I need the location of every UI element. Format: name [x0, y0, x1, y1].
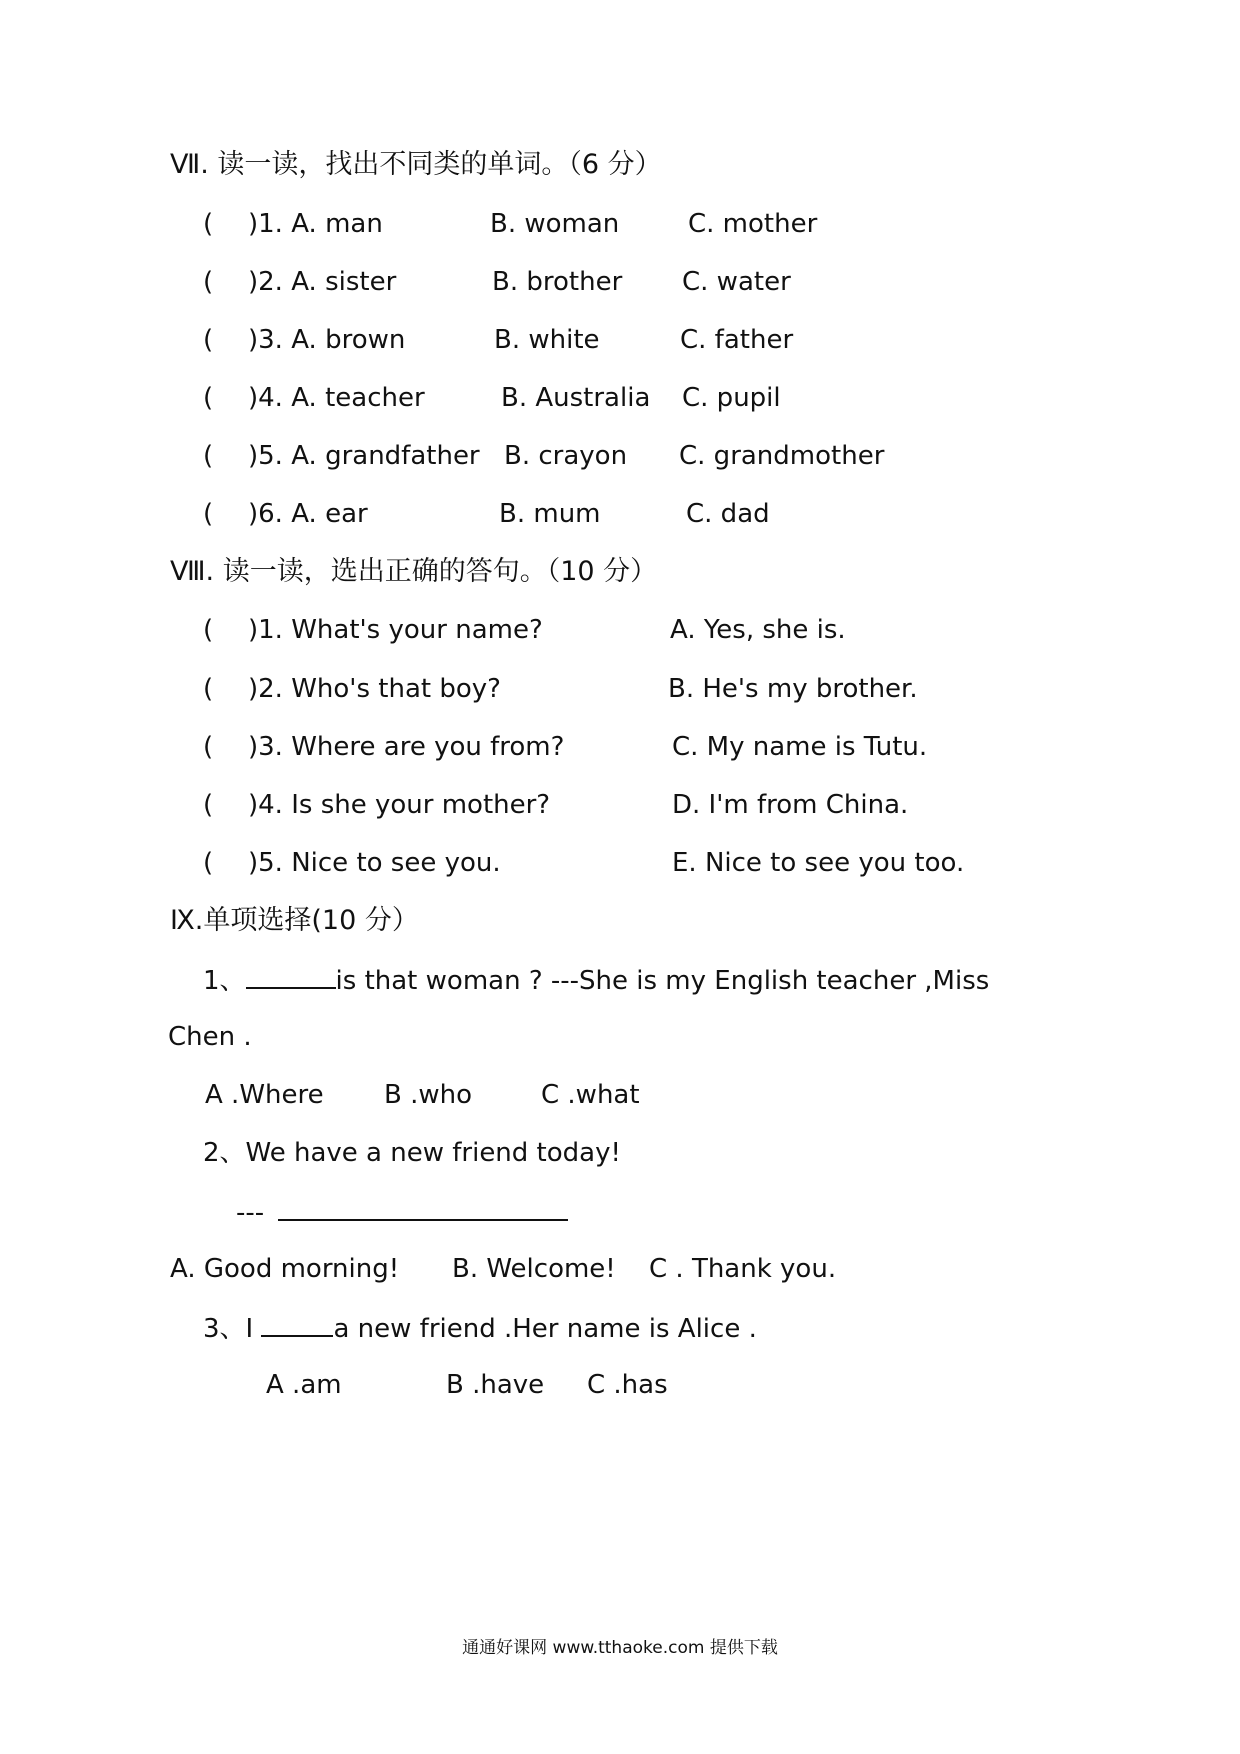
question-1-continued: Chen . — [168, 1022, 252, 1052]
question-option-a: )3. A. brown — [248, 325, 406, 355]
section-9-heading: Ⅸ.单项选择(10 分） — [170, 905, 419, 936]
option-c: C. dad — [686, 499, 770, 529]
answer-paren[interactable]: ( — [203, 615, 214, 645]
section-7-heading: Ⅶ. 读一读，找出不同类的单词。（6 分） — [170, 149, 662, 180]
answer-paren[interactable]: ( — [203, 848, 214, 878]
question-text: )1. What's your name? — [248, 615, 543, 645]
option-a: A .am — [266, 1370, 342, 1400]
answer-paren[interactable]: ( — [203, 499, 214, 529]
answer-option: E. Nice to see you too. — [672, 848, 965, 878]
question-text: )3. Where are you from? — [248, 732, 565, 762]
answer-paren[interactable]: ( — [203, 732, 214, 762]
option-b: B .have — [446, 1370, 545, 1400]
footer-credit: 通通好课网 www.tthaoke.com 提供下载 — [462, 1638, 778, 1658]
option-c: C .what — [541, 1080, 640, 1110]
option-c: C. father — [680, 325, 794, 355]
option-c: C . Thank you. — [649, 1254, 837, 1284]
question-text: is that woman ? ---She is my English teacher ,Miss — [335, 966, 990, 996]
question-text: )4. Is she your mother? — [248, 790, 551, 820]
question-option-a: )5. A. grandfather — [248, 441, 480, 471]
option-c: C. pupil — [682, 383, 781, 413]
question-option-a: )4. A. teacher — [248, 383, 425, 413]
dash-prefix: --- — [236, 1198, 265, 1228]
option-b: B. woman — [490, 209, 620, 239]
answer-option: B. He's my brother. — [668, 674, 918, 704]
question-option-a: )1. A. man — [248, 209, 383, 239]
question-2-answer-line — [236, 1193, 568, 1231]
question-number: 3、I — [203, 1314, 254, 1344]
answer-paren[interactable]: ( — [203, 209, 214, 239]
question-number: 1、 — [203, 966, 246, 996]
answer-paren[interactable]: ( — [203, 325, 214, 355]
question-option-a: )2. A. sister — [248, 267, 397, 297]
section-8-heading: Ⅷ. 读一读，选出正确的答句。（10 分） — [170, 556, 658, 587]
answer-paren[interactable]: ( — [203, 674, 214, 704]
option-b: B. white — [494, 325, 600, 355]
question-3 — [203, 1309, 757, 1347]
option-b: B. mum — [499, 499, 601, 529]
option-b: B. crayon — [504, 441, 628, 471]
question-2: 2、We have a new friend today! — [203, 1138, 621, 1168]
answer-blank[interactable] — [261, 1309, 333, 1337]
option-a: A. Good morning! — [170, 1254, 400, 1284]
answer-paren[interactable]: ( — [203, 267, 214, 297]
answer-paren[interactable]: ( — [203, 383, 214, 413]
question-option-a: )6. A. ear — [248, 499, 368, 529]
option-b: B .who — [384, 1080, 473, 1110]
answer-paren[interactable]: ( — [203, 441, 214, 471]
question-1 — [203, 961, 989, 999]
option-a: A .Where — [205, 1080, 324, 1110]
option-b: B. Welcome! — [452, 1254, 616, 1284]
option-c: C. grandmother — [679, 441, 885, 471]
answer-paren[interactable]: ( — [203, 790, 214, 820]
question-text: )5. Nice to see you. — [248, 848, 501, 878]
option-c: C. mother — [688, 209, 818, 239]
answer-blank[interactable] — [246, 961, 336, 989]
option-b: B. brother — [492, 267, 623, 297]
answer-option: D. I'm from China. — [672, 790, 909, 820]
option-c: C. water — [682, 267, 791, 297]
question-text: a new friend .Her name is Alice . — [333, 1314, 757, 1344]
question-text: )2. Who's that boy? — [248, 674, 501, 704]
answer-option: A. Yes, she is. — [670, 615, 846, 645]
option-b: B. Australia — [501, 383, 651, 413]
answer-option: C. My name is Tutu. — [672, 732, 928, 762]
option-c: C .has — [587, 1370, 668, 1400]
answer-blank[interactable] — [278, 1193, 568, 1221]
